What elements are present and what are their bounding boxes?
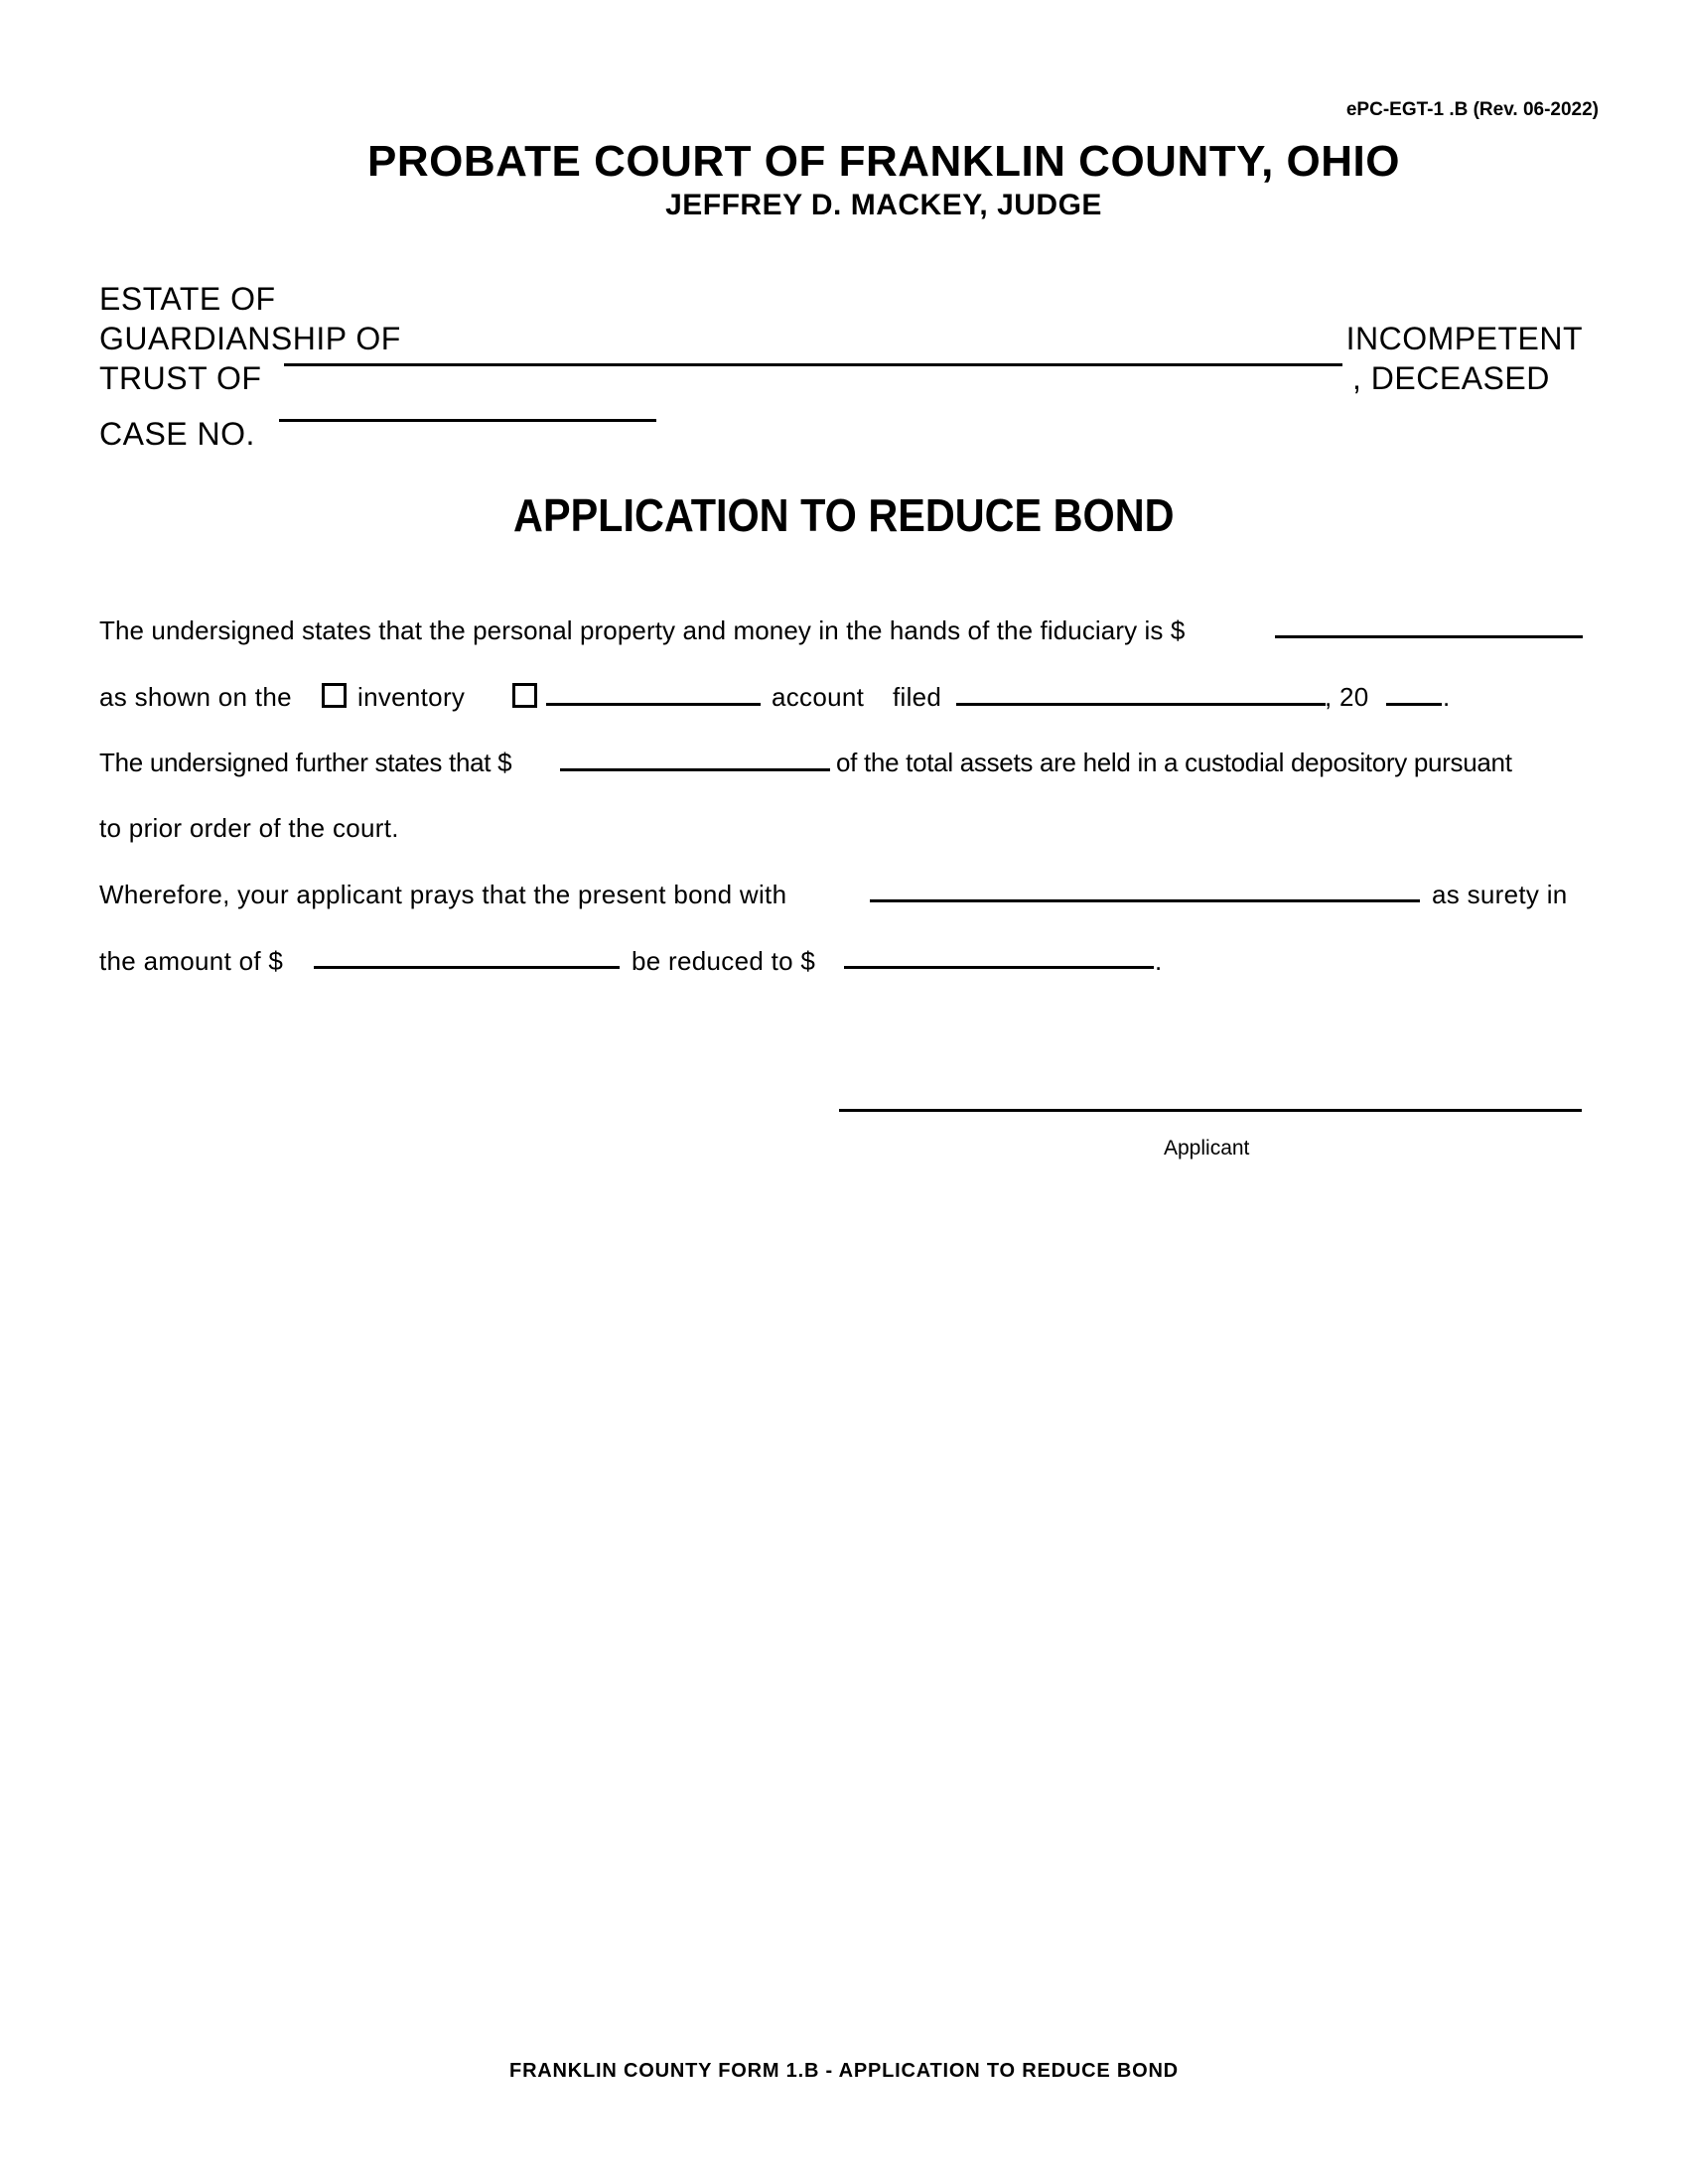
fiduciary-amount-field[interactable] xyxy=(1275,635,1583,638)
custodial-amount-field[interactable] xyxy=(560,768,830,771)
custodial-statement-start: The undersigned further states that $ xyxy=(99,748,512,777)
party-name-field[interactable] xyxy=(284,363,1342,366)
surety-field[interactable] xyxy=(870,899,1420,902)
court-name: PROBATE COURT OF FRANKLIN COUNTY, OHIO xyxy=(367,137,1400,186)
case-no-label: CASE NO. xyxy=(99,416,255,452)
form-id: ePC-EGT-1 .B (Rev. 06-2022) xyxy=(1345,99,1599,120)
filed-label: filed xyxy=(893,682,942,712)
page-footer: FRANKLIN COUNTY FORM 1.B - APPLICATION TO REDUCE BOND xyxy=(509,2060,1179,2082)
account-checkbox[interactable] xyxy=(512,683,537,708)
prior-order-text: to prior order of the court. xyxy=(99,813,399,843)
line6-period: . xyxy=(1155,946,1163,976)
estate-of-label: ESTATE OF xyxy=(99,281,276,317)
prayer-text: Wherefore, your applicant prays that the present bond with xyxy=(99,880,787,909)
line2-period: . xyxy=(1443,682,1451,712)
year-prefix: , 20 xyxy=(1325,682,1369,712)
custodial-statement-end: of the total assets are held in a custodial depository pursuant xyxy=(836,748,1512,777)
as-shown-text: as shown on the xyxy=(99,682,292,712)
current-bond-amount-field[interactable] xyxy=(314,966,620,969)
inventory-label: inventory xyxy=(357,682,466,712)
amount-of-label: the amount of $ xyxy=(99,946,284,976)
reduced-amount-field[interactable] xyxy=(844,966,1154,969)
account-type-field[interactable] xyxy=(546,703,761,706)
guardianship-of-label: GUARDIANSHIP OF xyxy=(99,321,401,356)
account-label: account xyxy=(772,682,865,712)
applicant-signature-line[interactable] xyxy=(839,1109,1582,1112)
surety-label: as surety in xyxy=(1432,880,1568,909)
applicant-label: Applicant xyxy=(1164,1137,1250,1160)
inventory-checkbox[interactable] xyxy=(322,683,347,708)
deceased-label: , DECEASED xyxy=(1352,360,1550,396)
fiduciary-statement: The undersigned states that the personal property and money in the hands of the fiduciary is $ xyxy=(99,615,1186,645)
filed-date-field[interactable] xyxy=(956,703,1326,706)
form-title: APPLICATION TO REDUCE BOND xyxy=(513,489,1175,541)
reduced-to-label: be reduced to $ xyxy=(632,946,816,976)
case-no-field[interactable] xyxy=(279,419,656,422)
year-field[interactable] xyxy=(1386,703,1442,706)
incompetent-label: INCOMPETENT xyxy=(1345,321,1583,356)
judge-name: JEFFREY D. MACKEY, JUDGE xyxy=(665,189,1102,221)
trust-of-label: TRUST OF xyxy=(99,360,262,396)
